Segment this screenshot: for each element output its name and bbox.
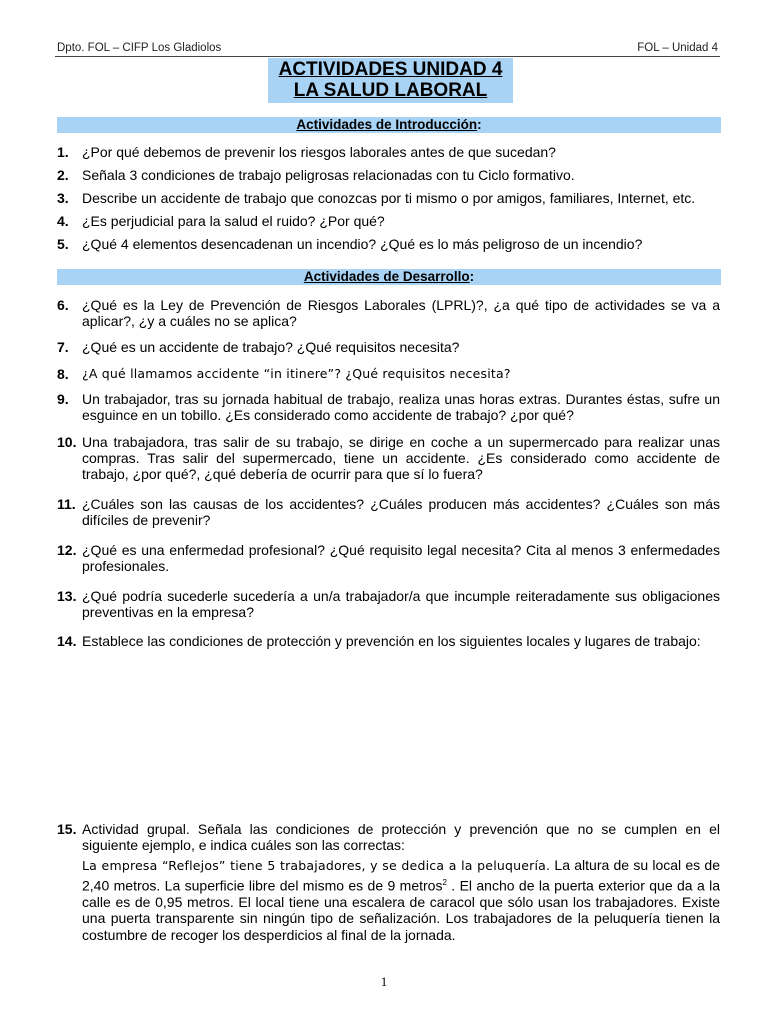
question-15	[57, 821, 720, 853]
example-paragraph	[82, 857, 720, 943]
question-1	[57, 144, 720, 160]
question-text: ¿A qué llamamos accidente “in itinere”? ¿Qué requisitos necesita?	[82, 366, 511, 381]
example-part-1: La empresa “Reflejos” tiene 5 trabajadores, y se dedica a la peluquería.	[82, 858, 551, 873]
question-text: Una trabajadora, tras salir de su trabajo, se dirige en coche a un supermercado para realizar unas compras. Tras salir del supermercado, tiene un accidente. ¿Es considerado como accidente de trabajo, ¿por qué?, ¿qué debería de ocurrir para que sí lo fuera?	[82, 434, 720, 482]
question-3	[57, 190, 720, 206]
question-number: 9.	[57, 391, 69, 407]
question-10	[57, 434, 720, 482]
question-text: ¿Por qué debemos de prevenir los riesgos laborales antes de que sucedan?	[82, 144, 556, 160]
question-number: 7.	[57, 339, 69, 355]
question-number: 10.	[57, 434, 77, 450]
question-number: 15.	[57, 821, 77, 837]
title-line-1: ACTIVIDADES UNIDAD 4	[278, 59, 503, 80]
example-superscript: 2	[442, 877, 447, 887]
example-part-2: La altura de su local es de 2,40 metros. La superficie libre del mismo es de 9 metros	[82, 857, 720, 894]
section-heading-introduccion	[57, 117, 721, 133]
title-line-2: LA SALUD LABORAL	[293, 80, 488, 101]
question-text: ¿Qué es una enfermedad profesional? ¿Qué requisito legal necesita? Cita al menos 3 enfermedades profesionales.	[82, 542, 720, 574]
question-number: 2.	[57, 167, 69, 183]
section-heading-desarrollo	[57, 269, 721, 285]
section-heading-colon: :	[469, 269, 475, 284]
question-text: Establece las condiciones de protección y prevención en los siguientes locales y lugares de trabajo:	[82, 633, 701, 649]
question-14	[57, 633, 720, 649]
question-text: Describe un accidente de trabajo que conozcas por ti mismo o por amigos, familiares, Internet, etc.	[82, 190, 696, 206]
question-11	[57, 496, 720, 528]
question-number: 11.	[57, 496, 76, 512]
question-12	[57, 542, 720, 574]
question-text: ¿Es perjudicial para la salud el ruido? ¿Por qué?	[82, 213, 385, 229]
question-number: 14.	[57, 633, 77, 649]
question-6	[57, 297, 720, 329]
question-number: 5.	[57, 236, 69, 252]
question-text: Señala 3 condiciones de trabajo peligrosas relacionadas con tu Ciclo formativo.	[82, 167, 575, 183]
question-text: ¿Qué es la Ley de Prevención de Riesgos Laborales (LPRL)?, ¿a qué tipo de actividades se va a aplicar?, ¿y a cuáles no se aplica?	[82, 297, 720, 329]
question-text: Un trabajador, tras su jornada habitual de trabajo, realiza unas horas extras. Durantes éstas, sufre un esguince en un tobillo. ¿Es considerado como accidente de trabajo? ¿por qué?	[82, 391, 720, 423]
question-number: 4.	[57, 213, 69, 229]
question-5	[57, 236, 720, 252]
example-part-3: . El ancho de la puerta exterior que da a la calle es de 0,95 metros. El local tiene una escalera de caracol que sólo usan los trabajadores. Existe una puerta transparente sin ningún tipo de señalización. Los trabajadores de la peluquería tienen la costumbre de recoger los desperdicios al final de la jornada.	[82, 877, 720, 943]
question-number: 6.	[57, 297, 69, 313]
page-number: 1	[380, 974, 388, 989]
question-number: 3.	[57, 190, 69, 206]
question-number: 12.	[57, 542, 77, 558]
question-13	[57, 588, 720, 620]
question-9	[57, 391, 720, 423]
header-left: Dpto. FOL – CIFP Los Gladiolos	[57, 42, 222, 54]
section-heading-colon: :	[477, 117, 482, 132]
question-number: 13.	[57, 588, 77, 604]
section-heading-text: Actividades de Introducción	[296, 117, 478, 132]
header-rule	[55, 56, 720, 57]
question-number: 1.	[57, 144, 69, 160]
question-text: ¿Qué es un accidente de trabajo? ¿Qué requisitos necesita?	[82, 339, 460, 355]
question-number: 8.	[57, 366, 69, 382]
section-heading-text: Actividades de Desarrollo	[303, 269, 470, 284]
question-4	[57, 213, 720, 229]
question-7	[57, 339, 720, 355]
question-text: Actividad grupal. Señala las condiciones de protección y prevención que no se cumplen en el siguiente ejemplo, e indica cuáles son las correctas:	[82, 821, 720, 853]
page-title	[268, 58, 513, 103]
question-8	[57, 366, 720, 382]
question-text: ¿Qué 4 elementos desencadenan un incendio? ¿Qué es lo más peligroso de un incendio?	[82, 236, 643, 252]
header-right: FOL – Unidad 4	[637, 42, 718, 54]
question-text: ¿Cuáles son las causas de los accidentes? ¿Cuáles producen más accidentes? ¿Cuáles son más difíciles de prevenir?	[82, 496, 720, 528]
question-2	[57, 167, 720, 183]
question-text: ¿Qué podría sucederle sucedería a un/a trabajador/a que incumple reiteradamente sus obligaciones preventivas en la empresa?	[82, 588, 720, 620]
